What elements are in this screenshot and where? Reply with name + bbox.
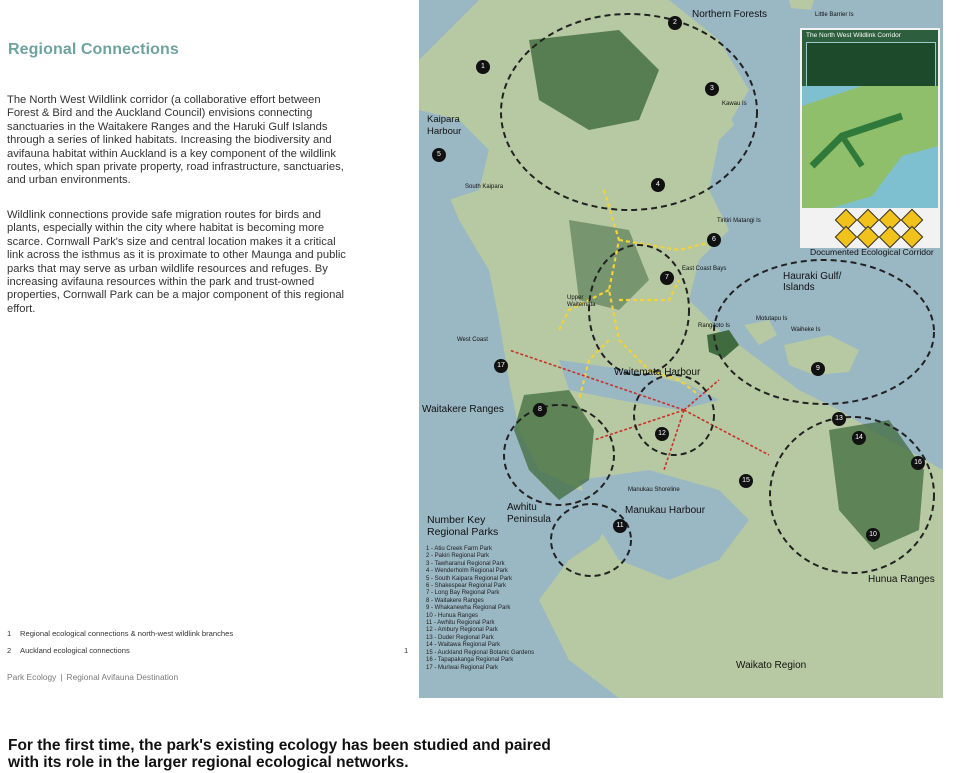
label-rangitoto: Rangitoto Is <box>698 323 731 329</box>
legend-item: 9 - Whakanewha Regional Park <box>426 605 511 612</box>
figure-caption-2 <box>7 646 130 655</box>
page-number: 1 <box>404 646 409 655</box>
label-waiheke: Waiheke Is <box>791 327 821 333</box>
label-east-coast-bays: East Coast Bays <box>682 266 727 272</box>
label-kawau: Kawau Is <box>722 101 747 107</box>
park-marker[interactable]: 4 <box>651 178 665 192</box>
park-marker[interactable]: 6 <box>707 233 721 247</box>
caption-number: 1 <box>7 629 12 638</box>
park-marker[interactable]: 9 <box>811 362 825 376</box>
label-tiritiri: Tiritiri Matangi Is <box>717 218 761 224</box>
park-marker[interactable]: 2 <box>668 16 682 30</box>
legend-item: 1 - Atiu Creek Farm Park <box>426 546 493 552</box>
label-hunua-ranges: Hunua Ranges <box>868 574 935 585</box>
label-awhitu-peninsula: Awhitu Peninsula <box>507 502 551 525</box>
footer-separator: | <box>60 672 63 682</box>
legend-item: 16 - Tapapakanga Regional Park <box>426 657 514 664</box>
page-title: Regional Connections <box>8 41 179 58</box>
footer-section: Park Ecology <box>7 672 57 682</box>
caption-text: Regional ecological connections & north-west wildlink branches <box>20 629 234 638</box>
inset-title: The North West Wildlink Corridor <box>806 32 901 39</box>
body-paragraph-2: Wildlink connections provide safe migration routes for birds and plants, especially within the city where habitat is becoming more scarce. Cornwall Park's size and central location makes it a critical link across the isthmus as it is proximate to other Maunga and public parks that may serve as urban wildlife resources and refuges. By increasing avifauna resources within the park and trust-owned properties, Cornwall Park can be a major component of this regional effort. <box>7 209 346 315</box>
label-manukau-harbour: Manukau Harbour <box>625 505 706 516</box>
park-marker[interactable]: 15 <box>739 474 753 488</box>
label-waitemata-harbour: Waitemata Harbour <box>614 367 701 378</box>
legend-item: 6 - Shakespear Regional Park <box>426 583 507 590</box>
park-marker[interactable]: 7 <box>660 271 674 285</box>
legend-item: 11 - Awhitu Regional Park <box>426 620 495 627</box>
park-marker[interactable]: 11 <box>613 519 627 533</box>
park-marker[interactable]: 8 <box>533 403 547 417</box>
label-west-coast: West Coast <box>457 337 488 343</box>
legend-item: 8 - Waitakere Ranges <box>426 597 484 604</box>
legend-item: 17 - Muriwai Regional Park <box>426 664 499 671</box>
label-motutapu: Motutapu Is <box>756 316 788 322</box>
legend-item: 5 - South Kaipara Regional Park <box>426 575 513 582</box>
park-marker[interactable]: 10 <box>866 528 880 542</box>
legend-item: 2 - Pakiri Regional Park <box>426 553 490 560</box>
label-south-kaipara: South Kaipara <box>465 184 504 190</box>
footer-subsection: Regional Avifauna Destination <box>66 672 179 682</box>
park-marker[interactable]: 16 <box>911 456 925 470</box>
inset-map-graphic <box>802 86 938 208</box>
inset-stats-card <box>806 42 936 88</box>
body-paragraph-1: The North West Wildlink corridor (a collaborative effort between Forest & Bird and the Auckland Council) envisions connecting sanctuaries in the Waitakere Ranges and the Haruki Gulf Islands through a series of linked habitats. Increasing the biodiversity and avifauna habitat within Auckland is a key component of the wildlink routes, which span private property, road infrastructure, sanctuaries, and urban environments. <box>7 94 344 187</box>
warning-sign-icon <box>857 226 880 249</box>
label-hauraki-gulf: Hauraki Gulf/ Islands <box>783 271 842 293</box>
park-marker[interactable]: 1 <box>476 60 490 74</box>
warning-sign-icon <box>835 226 858 249</box>
park-marker[interactable]: 5 <box>432 148 446 162</box>
label-upper-waitemata: Upper Waitemata <box>567 295 596 308</box>
legend-item: 15 - Auckland Regional Botanic Gardens <box>426 649 535 656</box>
label-northern-forests: Northern Forests <box>692 9 768 20</box>
park-marker[interactable]: 12 <box>655 427 669 441</box>
bottom-statement: For the first time, the park's existing ecology has been studied and paired with its role in the larger regional ecological networks. <box>8 737 551 771</box>
park-marker[interactable]: 17 <box>494 359 508 373</box>
label-manukau-shoreline: Manukau Shoreline <box>628 487 680 493</box>
legend-item: 4 - Wenderholm Regional Park <box>426 568 508 575</box>
warning-sign-icon <box>879 226 902 249</box>
footer <box>7 672 178 682</box>
legend-title: Number Key Regional Parks <box>427 514 499 538</box>
figure-caption-1 <box>7 629 233 638</box>
inset-warning-signs <box>802 208 938 246</box>
park-marker[interactable]: 13 <box>832 412 846 426</box>
label-waitakere-ranges: Waitakere Ranges <box>422 404 504 415</box>
label-waikato-region: Waikato Region <box>736 660 807 671</box>
legend-item: 14 - Waitawa Regional Park <box>426 642 501 649</box>
wildlink-inset <box>800 28 940 248</box>
inset-caption: Documented Ecological Corridor <box>810 247 934 257</box>
park-marker[interactable]: 14 <box>852 431 866 445</box>
park-marker[interactable]: 3 <box>705 82 719 96</box>
label-kaipara-harbour: Kaipara Harbour <box>427 114 462 137</box>
legend-item: 12 - Ambury Regional Park <box>426 627 498 634</box>
legend-item: 10 - Hunua Ranges <box>426 612 479 619</box>
inset-map <box>802 86 938 208</box>
label-little-barrier: Little Barrier Is <box>815 12 854 18</box>
caption-text: Auckland ecological connections <box>20 646 130 655</box>
warning-sign-icon <box>901 226 924 249</box>
legend-item: 13 - Duder Regional Park <box>426 634 494 641</box>
park-legend <box>426 546 534 672</box>
caption-number: 2 <box>7 646 12 655</box>
legend-item: 7 - Long Bay Regional Park <box>426 590 500 597</box>
legend-item: 3 - Tawharanui Regional Park <box>426 560 505 567</box>
